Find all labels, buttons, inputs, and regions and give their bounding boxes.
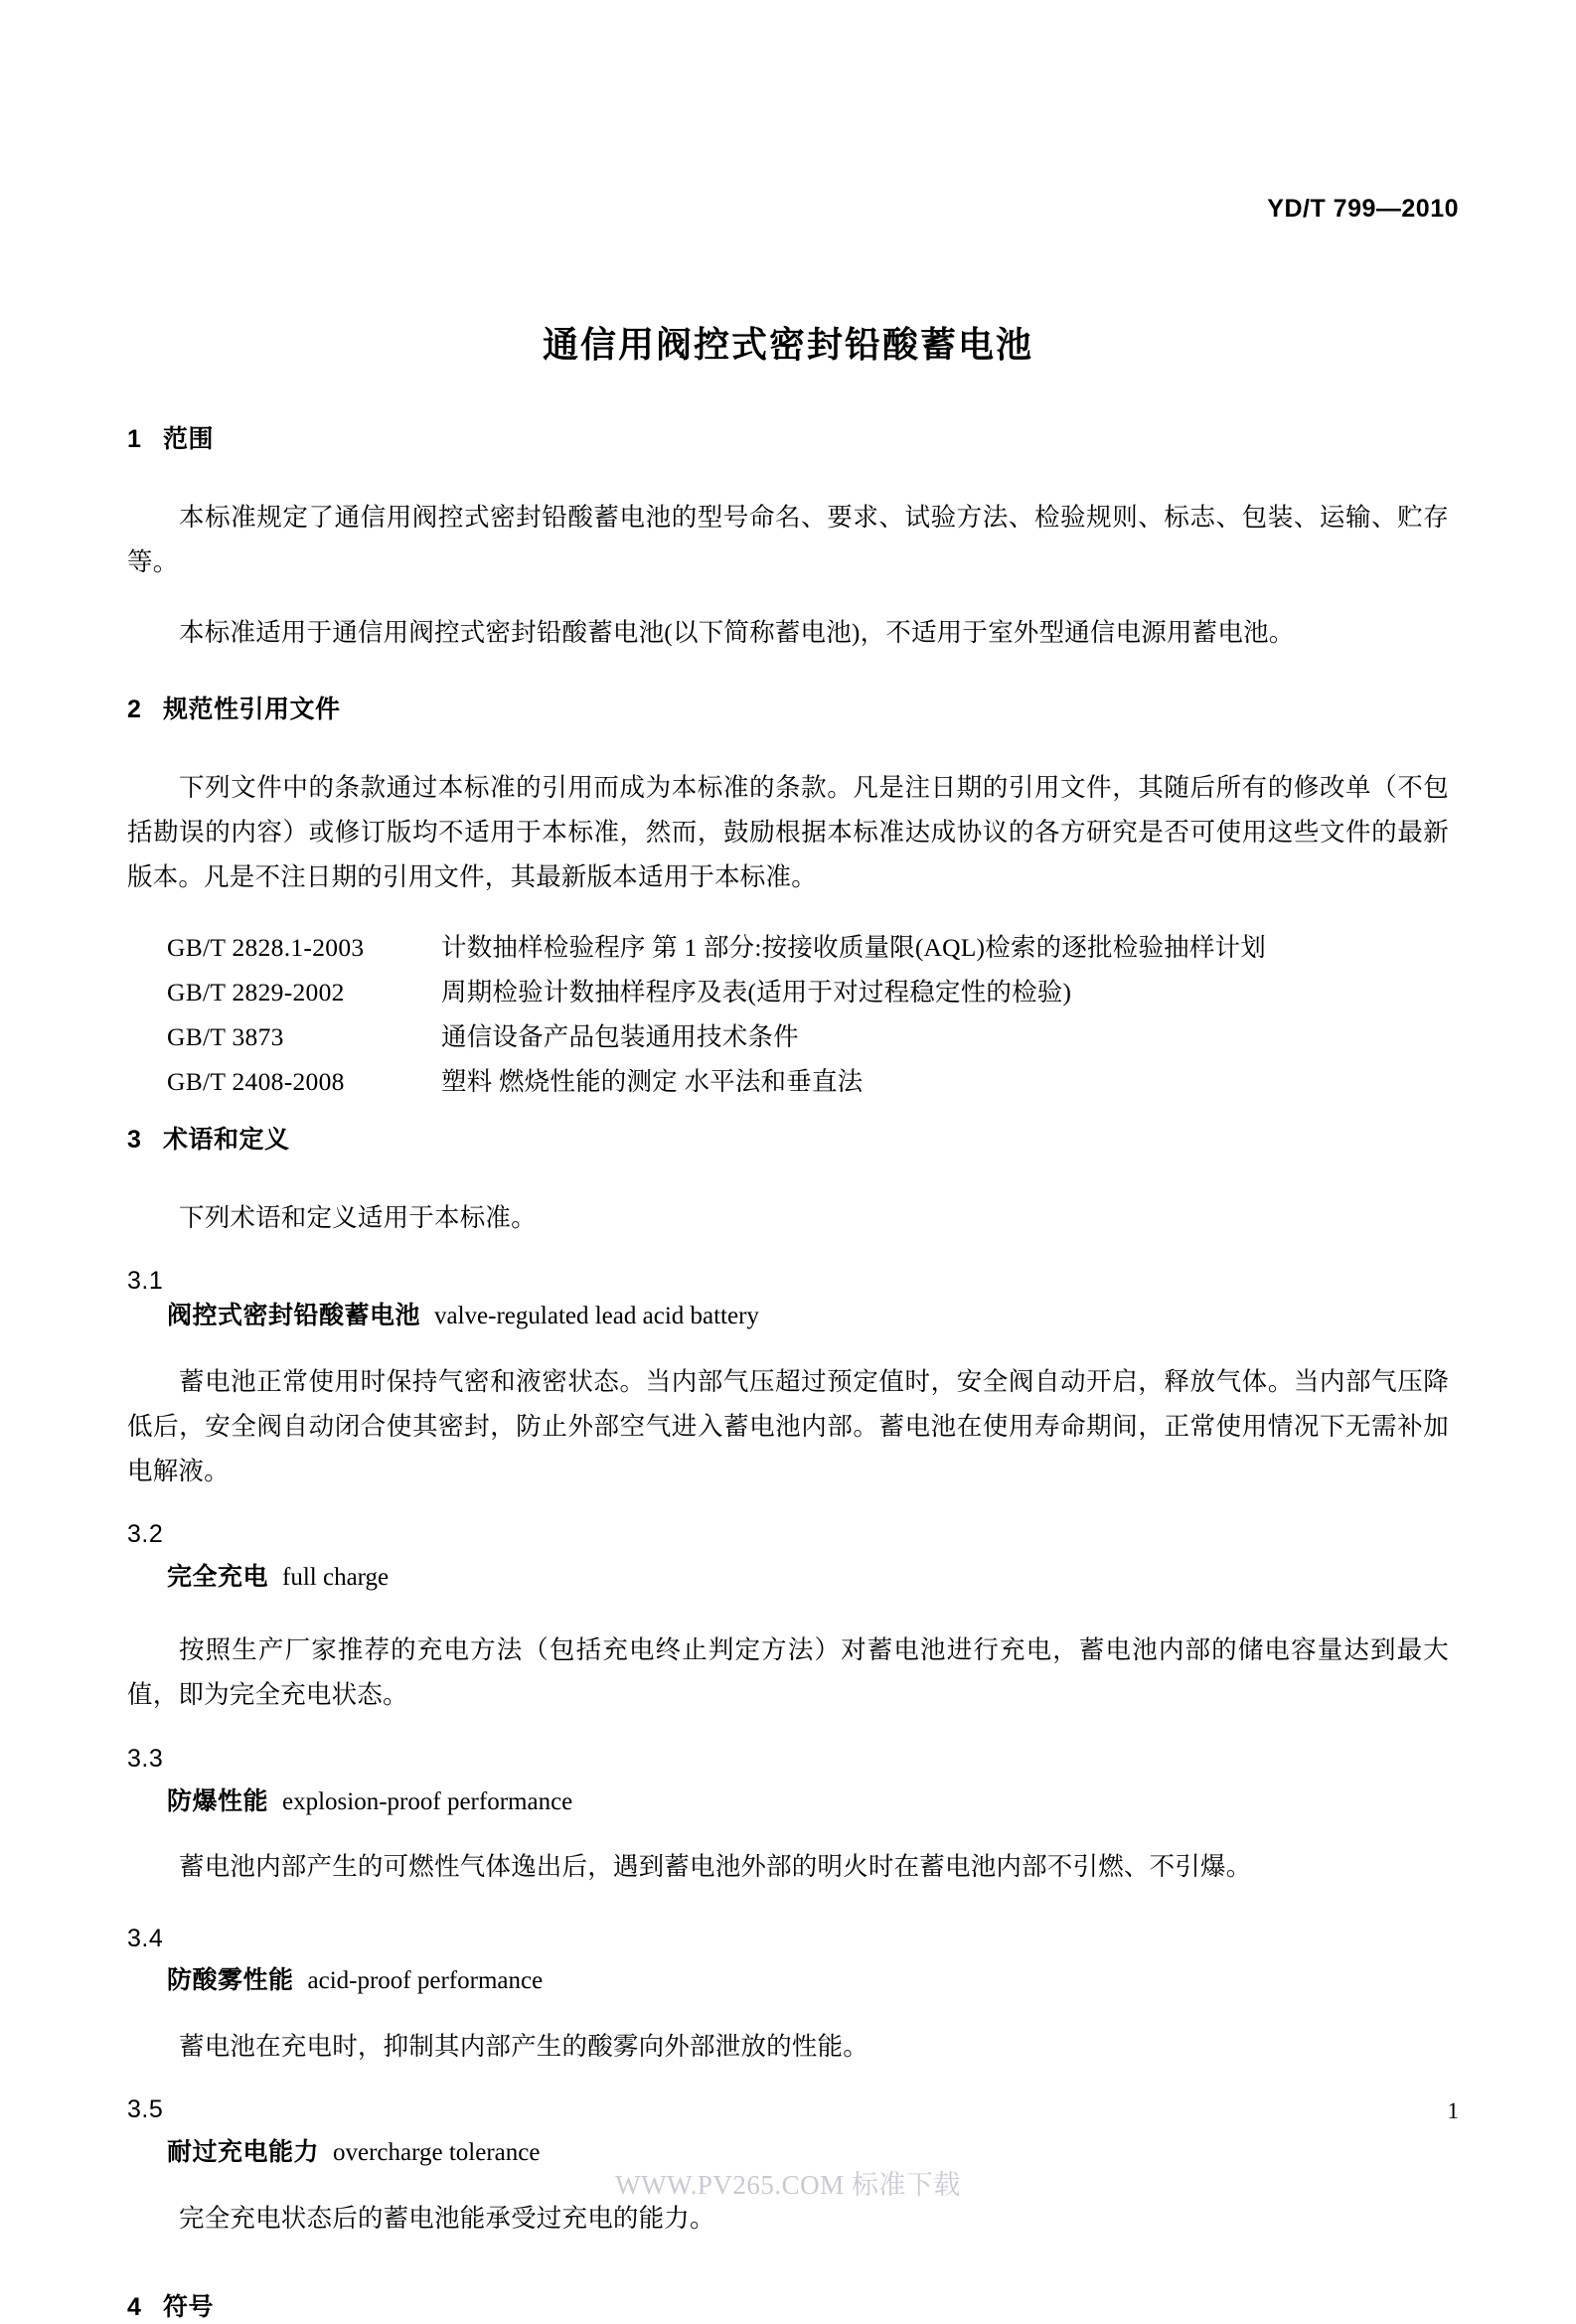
term-definition-3-1: 蓄电池正常使用时保持气密和液密状态。当内部气压超过预定值时，安全阀自动开启，释放气体。当内部气压降低后，安全阀自动闭合使其密封，防止外部空气进入蓄电池内部。蓄电池在使用寿命期间，正常使用情况下无需补加电解液。 (127, 1366, 1449, 1485)
reference-title: 通信设备产品包装通用技术条件 (441, 1021, 799, 1051)
term-english: explosion-proof performance (282, 1787, 573, 1815)
term-definition-3-3: 蓄电池内部产生的可燃性气体逸出后，遇到蓄电池外部的明火时在蓄电池内部不引燃、不引爆。 (179, 1852, 1252, 1882)
term-entry-3-1 (127, 1299, 1449, 1333)
reference-title: 周期检验计数抽样程序及表(适用于对过程稳定性的检验) (441, 977, 1072, 1007)
scope-paragraph-1: 本标准规定了通信用阀控式密封铅酸蓄电池的型号命名、要求、试验方法、检验规则、标志、包装、运输、贮存等。 (127, 503, 1449, 577)
scope-paragraph-2: 本标准适用于通信用阀控式密封铅酸蓄电池(以下简称蓄电池)，不适用于室外型通信电源用蓄电池。 (179, 617, 1295, 647)
term-chinese: 防酸雾性能 (167, 1966, 294, 1995)
clause-number-1: 1 (127, 425, 142, 454)
reference-title: 塑料 燃烧性能的测定 水平法和垂直法 (441, 1066, 864, 1096)
clause-number-3: 3 (127, 1125, 142, 1154)
term-definition-3-5: 完全充电状态后的蓄电池能承受过充电的能力。 (179, 2203, 715, 2233)
page-number: 1 (1447, 2098, 1459, 2123)
clause-number-2: 2 (127, 696, 142, 724)
clause-title-3: 术语和定义 (163, 1125, 290, 1154)
running-header-standard-number: YD/T 799—2010 (1267, 195, 1459, 223)
reference-code: GB/T 3873 (167, 1021, 284, 1051)
normative-references-intro: 下列文件中的条款通过本标准的引用而成为本标准的条款。凡是注日期的引用文件，其随后所有的修改单（不包括勘误的内容）或修订版均不适用于本标准，然而，鼓励根据本标准达成协议的各方研究是否可使用这些文件的最新版本。凡是不注日期的引用文件，其最新版本适用于本标准。 (127, 773, 1449, 892)
terms-intro: 下列术语和定义适用于本标准。 (179, 1202, 537, 1232)
clause-title-4: 符号 (163, 2293, 215, 2322)
term-chinese: 完全充电 (167, 1562, 269, 1591)
subclause-number-3-4: 3.4 (127, 1924, 164, 1952)
term-definition-3-2: 按照生产厂家推荐的充电方法（包括充电终止判定方法）对蓄电池进行充电，蓄电池内部的储电容量达到最大值，即为完全充电状态。 (127, 1635, 1449, 1710)
subclause-number-3-5: 3.5 (127, 2095, 164, 2124)
clause-number-4: 4 (127, 2293, 142, 2322)
clause-title-1: 范围 (163, 425, 215, 454)
reference-row (127, 1014, 1449, 1059)
term-entry-3-2 (127, 1560, 1449, 1595)
reference-row (127, 925, 1449, 970)
term-english: overcharge tolerance (333, 2139, 541, 2167)
clause-heading-4 (127, 2291, 1449, 2324)
document-body (127, 0, 1449, 2324)
clause-heading-1 (127, 423, 1449, 456)
term-english: full charge (282, 1563, 390, 1591)
clause-heading-3 (127, 1124, 1449, 1157)
reference-row (127, 970, 1449, 1014)
reference-row (127, 1059, 1449, 1104)
term-chinese: 阀控式密封铅酸蓄电池 (167, 1302, 421, 1330)
page-title: 通信用阀控式密封铅酸蓄电池 (542, 324, 1033, 365)
reference-title: 计数抽样检验程序 第 1 部分:按接收质量限(AQL)检索的逐批检验抽样计划 (441, 932, 1266, 962)
clause-title-2: 规范性引用文件 (163, 696, 341, 724)
term-entry-3-4 (127, 1963, 1449, 1998)
term-chinese: 耐过充电能力 (167, 2138, 320, 2167)
watermark: WWW.PV265.COM 标准下载 (615, 2170, 961, 2200)
subclause-number-3-1: 3.1 (127, 1267, 164, 1296)
term-english: valve-regulated lead acid battery (434, 1303, 759, 1330)
normative-references-list (127, 925, 1449, 1104)
subclause-number-3-3: 3.3 (127, 1744, 164, 1773)
term-english: acid-proof performance (307, 1967, 544, 1995)
reference-code: GB/T 2829-2002 (167, 977, 345, 1007)
term-definition-3-4: 蓄电池在充电时，抑制其内部产生的酸雾向外部泄放的性能。 (179, 2031, 868, 2061)
reference-code: GB/T 2408-2008 (167, 1066, 345, 1096)
term-entry-3-3 (127, 1784, 1449, 1819)
reference-code: GB/T 2828.1-2003 (167, 932, 365, 962)
clause-heading-2 (127, 694, 1449, 726)
term-chinese: 防爆性能 (167, 1786, 269, 1815)
subclause-number-3-2: 3.2 (127, 1520, 164, 1549)
